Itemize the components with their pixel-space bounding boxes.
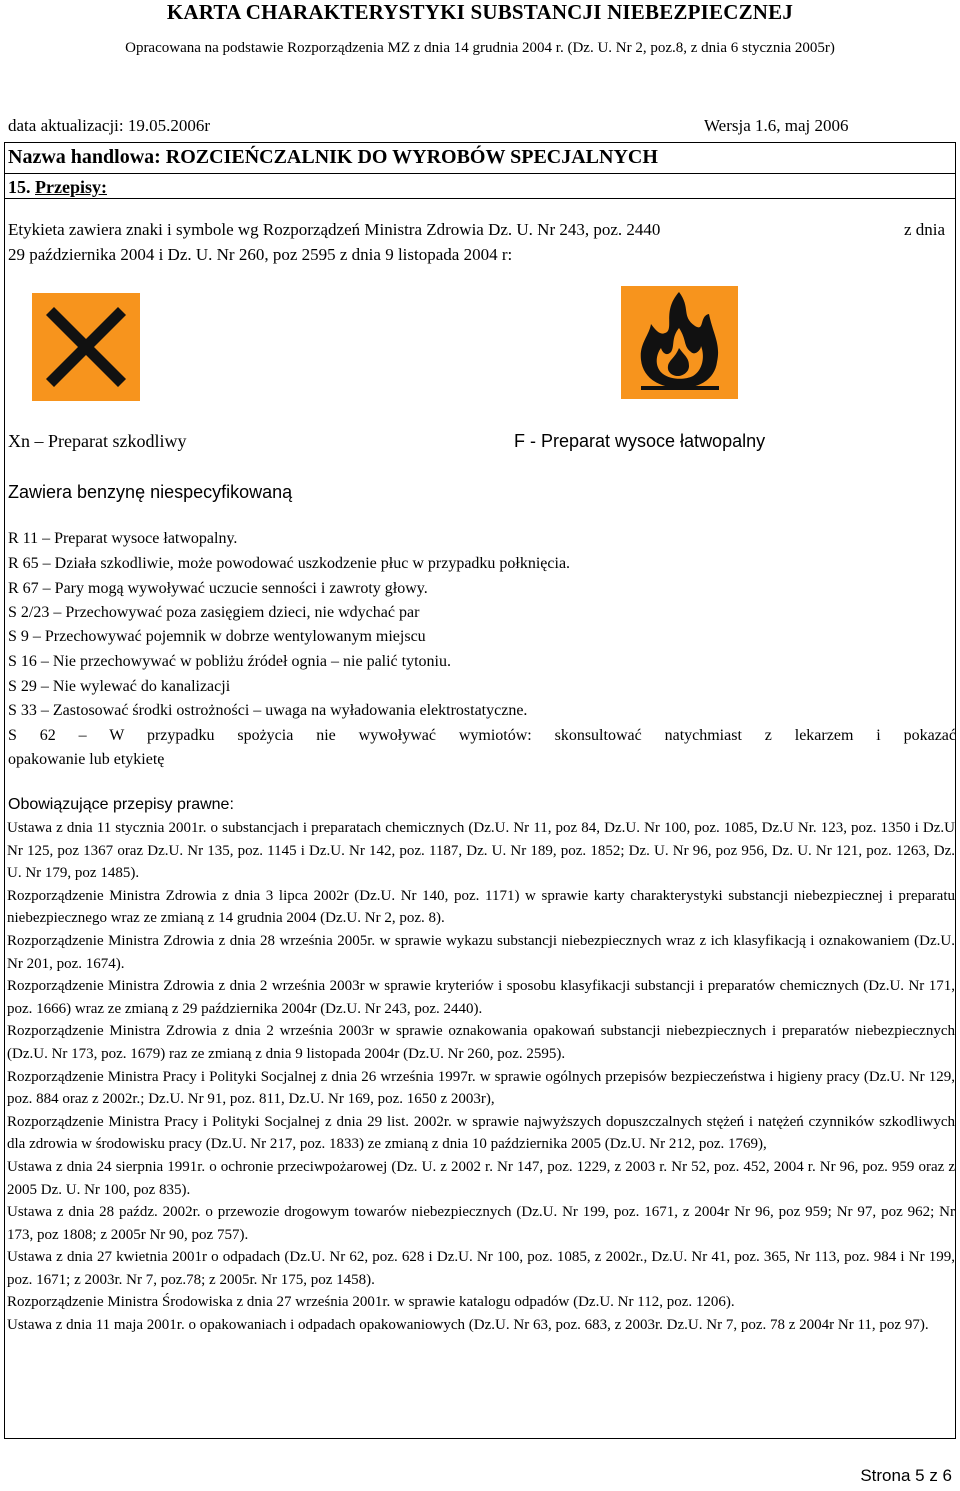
law-entry: Rozporządzenie Ministra Zdrowia z dnia 3 lipca 2002r (Dz.U. Nr 140, poz. 1171) w sprawie karty charakterystyki substancji niebezpiecznej i preparatu niebezpiecznego wraz ze zmianą z 14 grudnia 2004 (Dz.U. Nr 2, poz. 8). (7, 887, 955, 927)
harmful-x-icon (32, 293, 140, 401)
law-entry: Ustawa z dnia 28 paźdz. 2002r. o przewozie drogowym towarów niebezpiecznych (Dz.U. Nr 199, poz. 1671, z 2004r Nr 96, poz 959; Nr 97, poz 962; Nr 173, poz 1808; z 2005r Nr 90, poz 757). (7, 1204, 955, 1243)
label-intro-line1: Etykieta zawiera znaki i symbole wg Rozporządzeń Ministra Zdrowia Dz. U. Nr 243, poz. 2440 (8, 220, 661, 239)
page-number: Strona 5 z 6 (860, 1466, 952, 1485)
update-date: data aktualizacji: 19.05.2006r (8, 116, 211, 135)
xn-label: Xn – Preparat szkodliwy (8, 431, 187, 451)
phrase-line: opakowanie lub etykietę (8, 751, 165, 768)
version: Wersja 1.6, maj 2006 (704, 116, 849, 135)
trade-name: Nazwa handlowa: ROZCIEŃCZALNIK DO WYROBÓW SPECJALNYCH (8, 146, 658, 168)
phrase-line: S 16 – Nie przechowywać w pobliżu źródeł ognia – nie palić tytoniu. (8, 653, 451, 670)
laws-heading: Obowiązujące przepisy prawne: (8, 796, 234, 813)
phrase-line: S 2/23 – Przechowywać poza zasięgiem dzieci, nie wdychać par (8, 604, 420, 621)
section-number: 15. (8, 177, 31, 197)
section-title: Przepisy: (35, 177, 107, 197)
laws-list (7, 817, 955, 1337)
document-subtitle: Opracowana na podstawie Rozporządzenia MZ z dnia 14 grudnia 2004 r. (Dz. U. Nr 2, poz.8, z dnia 6 stycznia 2005r) (125, 40, 835, 56)
law-entry: Ustawa z dnia 24 sierpnia 1991r. o ochronie przeciwpożarowej (Dz. U. z 2002 r. Nr 147, poz. 1229, z 2003 r. Nr 52, poz. 452, 2004 r. Nr 96, poz. 959 oraz z 2005 Dz. U. Nr 100, poz 835). (7, 1158, 955, 1198)
phrase-line: S 62 – W przypadku spożycia nie wywoływać wymiotów: skonsultować natychmiast z lekarzem i pokazać (8, 727, 956, 744)
law-entry: Rozporządzenie Ministra Pracy i Polityki Socjalnej z dnia 29 list. 2002r. w sprawie najwyższych dopuszczalnych stężeń i natężeń czynników szkodliwych dla zdrowia w środowisku pracy (Dz.U. Nr 217, poz. 1833) ze zmianą z dnia 10 października 2005 (Dz.U. Nr 212, poz. 1769), (7, 1113, 955, 1153)
contains-note: Zawiera benzynę niespecyfikowaną (8, 482, 293, 502)
divider (4, 198, 956, 199)
f-label: F - Preparat wysoce łatwopalny (514, 431, 766, 451)
law-entry: Rozporządzenie Ministra Zdrowia z dnia 2 września 2003r w sprawie oznakowania opakowań substancji niebezpiecznych i preparatów niebezpiecznych (Dz.U. Nr 173, poz. 1679) raz ze zmianą z dnia 9 listopada 2004r (Dz.U. Nr 260, poz. 2595). (7, 1023, 955, 1062)
phrase-line: S 29 – Nie wylewać do kanalizacji (8, 678, 231, 695)
phrase-line: S 33 – Zastosować środki ostrożności – uwaga na wyładowania elektrostatyczne. (8, 702, 528, 719)
phrase-line: R 65 – Działa szkodliwie, może powodować uszkodzenie płuc w przypadku połknięcia. (8, 555, 571, 572)
label-intro-line2: 29 października 2004 i Dz. U. Nr 260, poz 2595 z dnia 9 listopada 2004 r: (8, 245, 513, 264)
label-intro-line1-right: z dnia (904, 220, 946, 239)
law-entry: Rozporządzenie Ministra Zdrowia z dnia 2 września 2003r w sprawie kryteriów i sposobu klasyfikacji substancji i preparatów chemicznych (Dz.U. Nr 171, poz. 1666) wraz ze zmianą z 29 października 2004r (Dz.U. Nr 243, poz. 2440). (7, 978, 955, 1017)
flame-icon (621, 286, 738, 399)
law-entry: Ustawa z dnia 27 kwietnia 2001r o odpadach (Dz.U. Nr 62, poz. 628 i Dz.U. Nr 100, poz. 1085, z 2002r., Dz.U. Nr 41, poz. 365, Nr 113, poz. 984 i Nr 199, poz. 1671; z 2003r. Nr 7, poz.78; z 2005r. Nr 175, poz 1458). (7, 1249, 955, 1288)
law-entry: Rozporządzenie Ministra Pracy i Polityki Socjalnej z dnia 26 września 1997r. w sprawie ogólnych przepisów bezpieczeństwa i higieny pracy (Dz.U. Nr 129, poz. 884 oraz z 2002r.; Dz.U. Nr 91, poz. 811, Dz.U. Nr 169, poz. 1650 z 2003r), (7, 1068, 955, 1108)
divider (4, 173, 956, 174)
phrase-line: R 67 – Pary mogą wywoływać uczucie senności i zawroty głowy. (8, 580, 428, 597)
section-heading (8, 177, 107, 198)
phrase-line: R 11 – Preparat wysoce łatwopalny. (8, 530, 238, 547)
law-entry: Rozporządzenie Ministra Zdrowia z dnia 28 września 2005r. w sprawie wykazu substancji niebezpiecznych wraz z ich klasyfikacją i oznakowaniem (Dz.U. Nr 201, poz. 1674). (7, 932, 955, 972)
law-entry: Rozporządzenie Ministra Środowiska z dnia 27 września 2001r. w sprawie katalogu odpadów (Dz.U. Nr 112, poz. 1206). (7, 1294, 735, 1311)
law-entry: Ustawa z dnia 11 maja 2001r. o opakowaniach i odpadach opakowaniowych (Dz.U. Nr 63, poz. 683, z 2003r. Dz.U. Nr 7, poz. 78 z 2004r Nr 11, poz 97). (7, 1317, 929, 1334)
phrase-line: S 9 – Przechowywać pojemnik w dobrze wentylowanym miejscu (8, 628, 426, 645)
document-title: KARTA CHARAKTERYSTYKI SUBSTANCJI NIEBEZPIECZNEJ (166, 0, 794, 24)
law-entry: Ustawa z dnia 11 stycznia 2001r. o substancjach i preparatach chemicznych (Dz.U. Nr 11, poz 84, Dz.U. Nr 100, poz. 1085, Dz.U Nr. 123, poz. 1350 i Dz.U Nr 125, poz 1367 oraz Dz.U. Nr 135, poz. 1145 i Dz.U. Nr 142, poz. 1187, Dz. U. Nr 189, poz. 1852; Dz. U. Nr 96, poz 956, Dz. U. Nr 121, poz. 1263, Dz. U. Nr 179, poz 1485). (7, 820, 955, 882)
